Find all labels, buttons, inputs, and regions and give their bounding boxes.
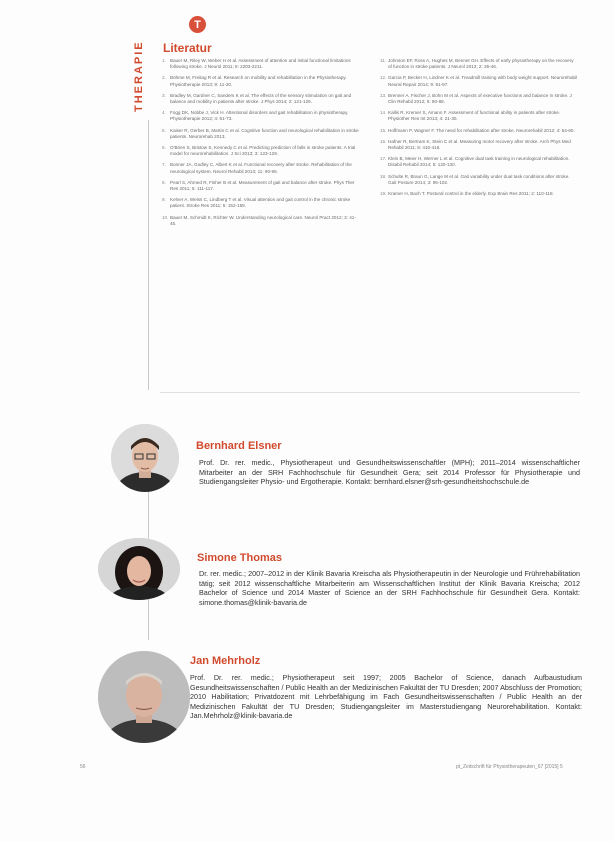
reference-text: Böhme M, Freitag R et al. Research on mobility and rehabilitation in the Physiotherapy. Physiotherapie 2013; 9: 11-20. [170,75,347,87]
reference-number: 14. [380,110,387,116]
reference-number: 2. [162,75,166,81]
reference-item [380,93,578,105]
reference-text: Kaiser R, Gerber B, Martin C et al. Cognitive function and neurological rehabilitation in stroke patients. Neurorehab 2013. [170,127,359,139]
reference-item [162,75,360,87]
reference-number: 6. [162,145,166,151]
reference-number: 13. [380,92,387,98]
reference-item [380,75,578,87]
reference-number: 10. [162,214,169,220]
reference-number: 12. [380,75,387,81]
author-name-elsner: Bernhard Elsner [196,440,282,452]
reference-list-right [380,58,578,202]
reference-number: 15. [380,127,387,133]
literature-title: Literatur [163,41,212,55]
journal-footer: pt_Zeitschrift für Physiotherapeuten_67 [2015] 5 [456,764,563,770]
reference-item [162,93,360,105]
author-photo-mehrholz [98,651,190,743]
reference-text: Hafner R, Bertram K, Stein C et al. Measuring motor recovery after stroke. Arch Phys Med Rehabil 2011; 8: 410-418. [388,138,571,151]
reference-text: Kramer H, Bach T. Postural control in the elderly. Exp Brain Res 2011; 2: 110-118. [388,191,554,197]
reference-text: Bauer M, Riley W, Weber H et al. Assessment of attention and initial functional limitations following stroke. J Neurol 2011; 8: 2203-2211. [170,58,351,70]
reference-number: 5. [162,127,166,133]
author-name-thomas: Simone Thomas [197,552,282,564]
reference-item [380,58,578,70]
reference-number: 7. [162,162,166,168]
reference-text: Hoffmann P, Wagner F. The need for rehabilitation after stroke. Neurorehabil 2012; 4: 54-60. [388,127,575,133]
author-bio-thomas: Dr. rer. medic.; 2007–2012 in der Klinik Bavaria Kreischa als Physiotherapeutin in der Neurologie und Frührehabilitation tätig; seit 2012 wissenschaftliche Mitarbeiterin am Wissenschaftlichen Institut der Klinik Bavaria Kreischa; 2012 Bachelor of Science und 2014 Master of Science an der SRH Fachhochschule für Gesundheit Gera. Kontakt: simone.thomas@klinik-bavaria.de [199,569,580,607]
author-bio-mehrholz: Prof. Dr. rer. medic.; Physiotherapeut seit 1997; 2005 Bachelor of Science, danach Aufbaustudium Gesundheitswissenschaften / Public Health an der Medizinischen Fakultät der TU Dresden; 2007 Abschluss der Promotion; 2010 Habilitation; Privatdozent mit Lehrbefähigung im Fach Gesundheitswissenschaften / Public Health an der Medizinischen Fakultät der TU Dresden; Studiengangsleiter im Masterstudiengang Neurorehabilitation. Kontakt: Jan.Mehrholz@klinik-bavaria.de [190,673,582,721]
reference-number: 9. [162,197,166,203]
reference-text: Pearl S, Ahmed R, Fisher B et al. Measurement of gait and balance after stroke. Phys Ther Res 2011; 5: 111-117. [170,179,355,192]
reference-item [380,110,578,122]
reference-number: 19. [380,191,387,197]
reference-item [380,128,578,134]
reference-text: Johnson EF, Ross A, Hughes M, Bennet GH. Effects of early physiotherapy on the recovery of function in stroke patients. J Neurol 2013; 2: 35-46. [388,58,574,70]
reference-number: 11. [380,58,387,63]
reference-text: Klein B, Meier H, Werner L et al. Cognitive dual task training in neurological rehabilitation. Disabil Rehabil 2014; 5: 120-130. [388,156,570,168]
left-rule [148,120,149,390]
author-bio-elsner: Prof. Dr. rer. medic., Physiotherapeut und Gesundheitswissenschaftler (MPH); 2011–2014 wissenschaftlicher Mitarbeiter an der SRH Fachhochschule für Gesundheit Gera; seit 2014 Professor für Physiotherapie und Studiengangsleiter Physio- und Ergotherapie. Kontakt: bernhard.elsner@srh-gesundheitshochschule.de [199,458,580,487]
reference-item [162,110,360,122]
reference-list-left [162,58,360,232]
reference-text: Schulte R, Braun G, Lange M et al. Gait variability under dual task conditions after stroke. Gait Posture 2014; 3: 95-102. [388,173,570,185]
reference-item [380,174,578,186]
page-number: 56 [80,764,86,770]
reference-text: Brenner A, Fischer J, Bohn M et al. Aspects of executive functions and balance in stroke. J Clin Rehabil 2012; 6: 80-88. [388,92,572,105]
reference-text: Bauer M, Schmidt K, Richter W. Understanding neurological care. Neurol Pract 2012; 3: 41-45. [170,214,356,226]
reference-text: Garcia P, Becker H, Lindner K et al. Treadmill training with body weight support. Neurorehabil Neural Repair 2014; 9: 91-97. [388,75,578,87]
reference-item [380,139,578,151]
reference-text: Bonner JA, Godley C, Albert K et al. Functional recovery after stroke. Rehabilitation of the neurological system. Neurol Rehabil 2013; 11: 90-96. [170,162,352,174]
reference-item [162,162,360,174]
reference-text: Kelner A, Weiss C, Lindberg T et al. Visual attention and gait control in the chronic stroke patient. Stroke Res 2011; 5: 152-159. [170,197,351,209]
reference-item [162,215,360,227]
section-marker-icon: T [189,16,206,33]
reference-number: 3. [162,92,166,98]
reference-item [162,58,360,70]
reference-text: Kallis R, Kremer S, Amann F. Assessment of functional ability in patients after stroke. Physiother Res Int 2013; 4: 21-30. [388,110,561,122]
reference-number: 16. [380,138,387,144]
reference-item [162,197,360,209]
author-name-mehrholz: Jan Mehrholz [190,655,261,667]
author-photo-thomas [98,538,180,600]
author-photo-elsner [111,424,179,492]
reference-item [162,128,360,140]
reference-item [380,191,578,197]
reference-item [162,145,360,157]
reference-number: 4. [162,110,166,116]
reference-number: 1. [162,58,166,63]
section-label: THERAPIE [133,40,145,112]
reference-text: Fogg DK, Nobbe J, Vick H. Attentional disorders and gait rehabilitation in physiotherapy. Physiotherapie 2012; 4: 61-73. [170,110,349,122]
reference-item [380,156,578,168]
reference-item [162,180,360,192]
reference-number: 18. [380,173,387,179]
reference-number: 17. [380,156,387,162]
reference-text: O'Brien S, Bristow S, Kennedy C et al. Predicting prediction of falls in stroke patients. A trial model for neurorehabilitation. J Sci 2013; 3: 123-129. [170,145,356,157]
reference-number: 8. [162,179,166,185]
reference-text: Bradley M, Gardner C, Sanders K et al. The effects of the sensory stimulation on gait and balance and mobility in patients after stroke. J Phys 2014; 2: 121-126. [170,92,352,105]
divider [160,392,580,393]
